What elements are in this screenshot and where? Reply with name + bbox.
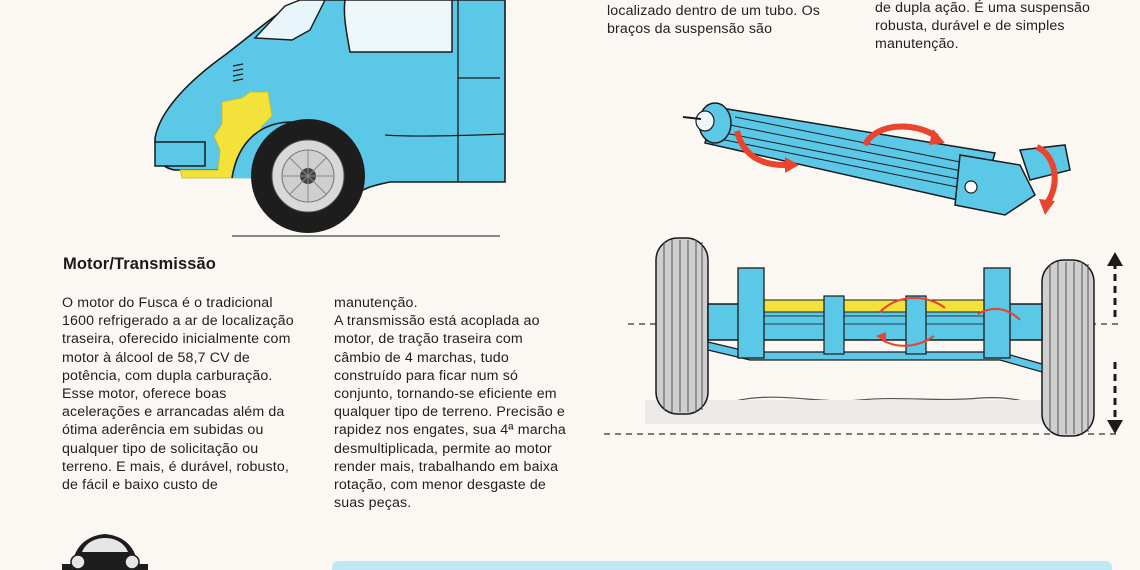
section-title: Motor/Transmissão [63,255,216,273]
torsion-bar-illustration [675,95,1085,220]
left-column-text: O motor do Fusca é o tradicional 1600 refrigerado a ar de localização traseira, oferecido inicialmente com motor à álcool de 58,7 CV de potência, com dupla carburação. Esse motor, oferece boas acelerações e arrancadas além da ótima aderência em subidas ou qualquer tipo de solicitação ou terreno. E mais, é durável, robusto, de fácil e baixo custo de [62,295,294,494]
bottom-blue-band [332,561,1112,570]
car-rear-illustration [0,0,520,245]
top-right-text: de dupla ação. É uma suspensão robusta, durável e de simples manutenção. [875,0,1091,53]
right-column-text: manutenção. A transmissão está acoplada ao motor, de tração traseira com câmbio de 4 marchas, tudo construído para ficar num só conjunto, tornando-se eficiente em qualquer tipo de terreno. Precisão e rapidez nos engates, sua 4ª marcha desmultiplicada, permite ao motor render mais, trabalhando em baixa rotação, com menor desgaste de suas peças. [334,295,566,512]
car-front-icon [60,528,150,570]
axle-suspension-illustration [600,232,1140,442]
top-center-text: localizado dentro de um tubo. Os braços da suspensão são [607,3,821,38]
